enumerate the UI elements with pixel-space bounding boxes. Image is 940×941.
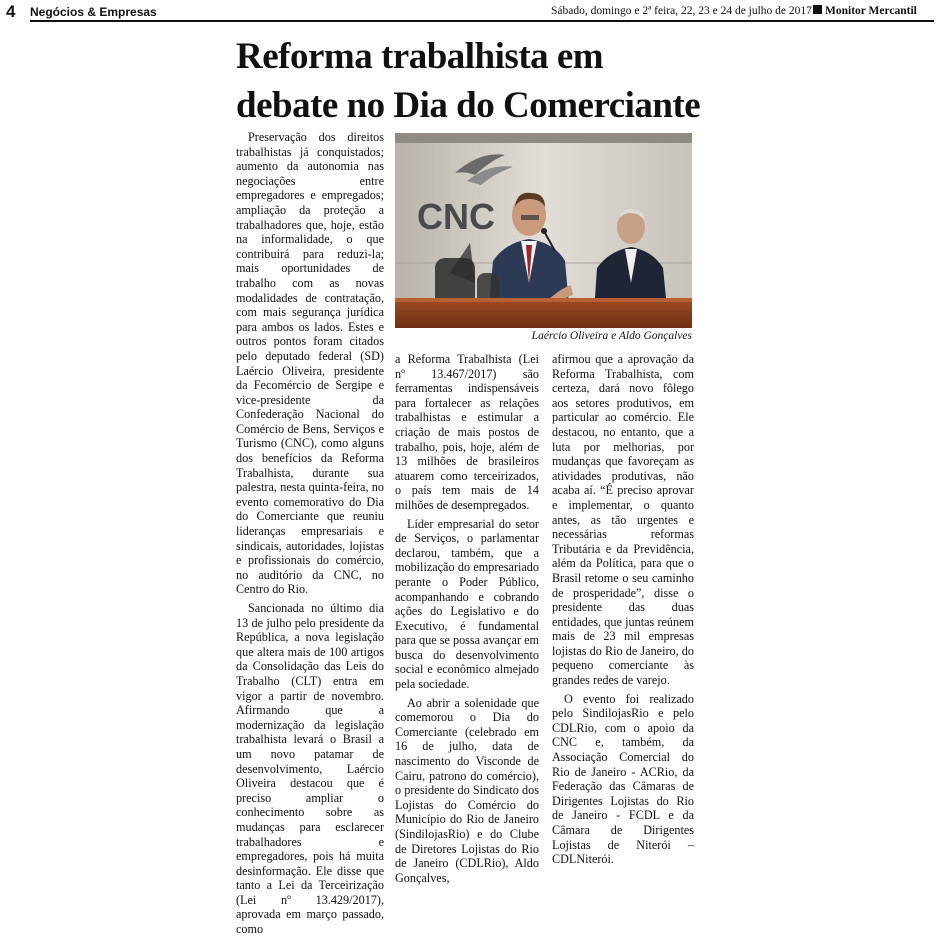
- issue-date: Sábado, domingo e 2ª feira, 22, 23 e 24 de julho de 2017: [551, 5, 812, 17]
- article-column-1: [236, 130, 384, 941]
- article-column-3: [552, 352, 694, 871]
- paragraph: a Reforma Trabalhista (Lei nº 13.467/2017) são ferramentas indispensáveis para fortalecer as relações trabalhistas e estimular a criação de mais postos de trabalho, pois, hoje, além de 13 milhões de brasileiros atuarem como terceirizados, o país tem mais de 14 milhões de desempregados.: [395, 352, 539, 512]
- photo-caption: Laércio Oliveira e Aldo Gonçalves: [531, 330, 692, 342]
- article-column-2: [395, 352, 539, 889]
- podium-desk: [395, 301, 692, 328]
- header-rule: [30, 20, 934, 22]
- paragraph: Sancionada no último dia 13 de julho pelo presidente da República, a nova legislação que altera mais de 100 artigos da Consolidação das Leis do Trabalho (CLT) entra em vigor a partir de novembro. Afirmando que a modernização da legislação trabalhista levará o Brasil a um novo patamar de desenvolvimento, Laércio Oliveira destacou que é preciso ampliar o conhecimento sobre as mudanças para esclarecer trabalhadores e empregadores, pois há muita desinformação. Ele disse que tanto a Lei da Terceirização (Lei nº 13.429/2017), aprovada em março passado, como: [236, 601, 384, 937]
- headline-line-2: debate no Dia do Comerciante: [236, 85, 701, 126]
- paragraph: afirmou que a aprovação da Reforma Trabalhista, com certeza, dará novo fôlego aos setores produtivos, em particular ao comércio. Ele destacou, no entanto, que a luta por melhorias, por mudanças que favoreçam as atividades produtivas, não acaba aí. “É preciso aprovar e implementar, o quanto antes, as tão urgentes e necessárias reformas Tributária e da Previdência, além da Política, para que o Brasil retome o seu caminho de prosperidade”, disse o presidente das duas entidades, que juntas reúnem mais de 23 mil empresas lojistas do Rio de Janeiro, do pequeno comerciante às grandes redes de varejo.: [552, 352, 694, 688]
- paragraph: Líder empresarial do setor de Serviços, o parlamentar declarou, também, que a mobilização do empresariado perante o Poder Público, acompanhando e cobrando ações do Legislativo e do Executivo, é fundamental para que se possa avançar em busca do desenvolvimento social e econômico almejado pela sociedade.: [395, 516, 539, 692]
- page-number: 4: [6, 2, 16, 21]
- headline-line-1: Reforma trabalhista em: [236, 36, 604, 77]
- section-title: Negócios & Empresas: [30, 5, 157, 19]
- article-photo: [395, 133, 692, 328]
- paragraph: Preservação dos direitos trabalhistas já conquistados; aumento da autonomia nas negociações entre empregadores e empregados; ampliação da proteção a trabalhadores que, hoje, estão na informalidade, o que contribuirá para reduzi-la; mais oportunidades de trabalho com as novas modalidades de contratação, com mais segurança jurídica para ambos os lados. Estes e outros pontos foram citados pelo deputado federal (SD) Laércio Oliveira, presidente da Fecomércio de Sergipe e vice-presidente da Confederação Nacional do Comércio de Bens, Serviços e Turismo (CNC), como alguns dos benefícios da Reforma Trabalhista, durante sua palestra, nesta quinta-feira, no evento comemorativo do Dia do Comerciante que reuniu lideranças empresariais e sindicais, autoridades, lojistas e profissionais do comércio, no auditório da CNC, no Centro do Rio.: [236, 130, 384, 597]
- logo-text: CNC: [417, 196, 495, 237]
- newspaper-title: Monitor Mercantil: [825, 5, 917, 17]
- photo-illustration: [395, 133, 692, 328]
- page-header: [6, 4, 934, 22]
- paragraph: O evento foi realizado pelo SindilojasRio e pelo CDLRio, com o apoio da CNC e, também, da Associação Comercial do Rio de Janeiro - ACRio, da Federação das Câmaras de Dirigentes Lojistas do Rio de Janeiro - FCDL e da Câmara de Dirigentes Lojistas de Niterói – CDLNiterói.: [552, 691, 694, 867]
- article-headline: [236, 32, 706, 130]
- newspaper-name: [813, 5, 917, 17]
- paragraph: Ao abrir a solenidade que comemorou o Dia do Comerciante (celebrado em 16 de julho, data de nascimento do Visconde de Cairu, patrono do comércio), o presidente do Sindicato dos Lojistas do Comércio do Município do Rio de Janeiro (SindilojasRio) e do Clube de Diretores Lojistas do Rio de Janeiro (CDLRio), Aldo Gonçalves,: [395, 695, 539, 885]
- square-bullet-icon: [813, 5, 822, 14]
